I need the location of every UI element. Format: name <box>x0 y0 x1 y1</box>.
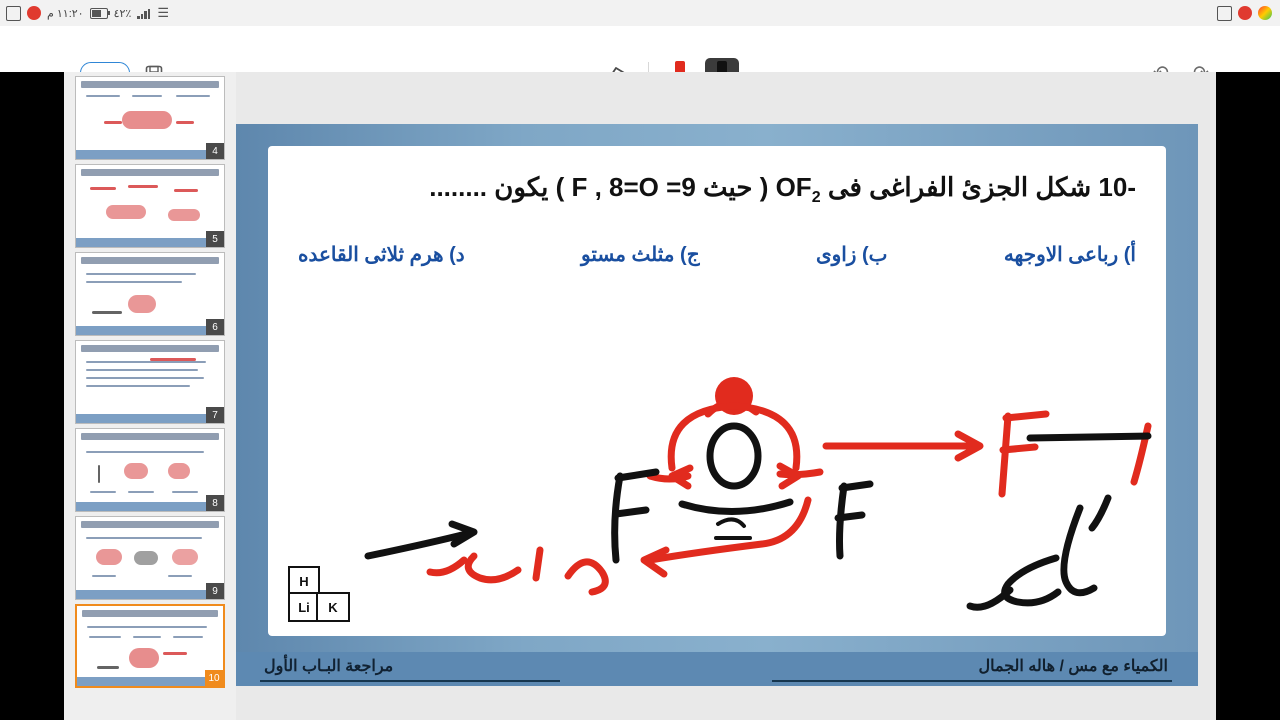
thumbnail-number: 10 <box>205 670 223 686</box>
slide-thumbnail-5[interactable] <box>75 164 225 248</box>
choice-d[interactable]: د) هرم ثلاثى القاعده <box>298 244 465 266</box>
periodic-keycaps <box>288 566 384 622</box>
status-bar <box>0 0 1280 26</box>
slide-thumbnail-4[interactable] <box>75 76 225 160</box>
question-text <box>298 172 1136 207</box>
slide-thumbnail-8[interactable] <box>75 428 225 512</box>
editor-body <box>0 72 1280 720</box>
question-subscript: 2 <box>811 189 821 207</box>
choice-b[interactable]: ب) زاوى <box>815 244 888 266</box>
thumbnail-number: 9 <box>206 583 224 599</box>
thumbnail-number: 7 <box>206 407 224 423</box>
choice-c[interactable]: ج) مثلث مستو <box>581 244 700 266</box>
footer-left-text: مراجعة البـاب الأول <box>264 658 394 675</box>
battery-icon <box>90 8 108 19</box>
status-bar-right <box>1217 6 1280 21</box>
dot-icon[interactable] <box>1238 6 1252 20</box>
slide-footer <box>236 652 1198 686</box>
ink-annotation-layer <box>268 146 1166 636</box>
slide-canvas-area[interactable] <box>236 72 1216 720</box>
question-tail: ( حيث 9= F , 8=O ) يكون ........ <box>429 172 776 202</box>
question-main: -10 شكل الجزئ الفراغى فى OF <box>775 172 1136 202</box>
status-bar-left <box>0 6 172 21</box>
screenshot-icon[interactable] <box>1217 6 1232 21</box>
status-time: ١١:٢٠ م <box>47 7 84 20</box>
slide-paper[interactable] <box>268 146 1166 636</box>
slide-thumbnail-7[interactable] <box>75 340 225 424</box>
thumbnail-number: 4 <box>206 143 224 159</box>
answer-choices <box>298 242 1136 267</box>
slide-thumbnail-10[interactable] <box>75 604 225 688</box>
choice-a[interactable]: أ) رباعى الاوجهه <box>1003 244 1136 266</box>
square-icon <box>6 6 21 21</box>
slide-thumbnail-9[interactable] <box>75 516 225 600</box>
keycap-li: Li <box>288 592 320 622</box>
current-slide[interactable] <box>236 124 1198 686</box>
wifi-icon: ☰ <box>157 5 169 20</box>
record-icon <box>27 6 41 20</box>
slide-thumbnail-6[interactable] <box>75 252 225 336</box>
editor-toolbar <box>0 26 1280 73</box>
thumbnail-number: 8 <box>206 495 224 511</box>
keycap-h: H <box>288 566 320 596</box>
keycap-k: K <box>316 592 350 622</box>
slide-thumbnail-sidebar[interactable] <box>64 72 236 720</box>
thumbnail-number: 5 <box>206 231 224 247</box>
thumbnail-number: 6 <box>206 319 224 335</box>
footer-right-text: الكمياء مع مس / هاله الجمال <box>978 658 1168 675</box>
battery-percent: ٤٢٪ <box>113 7 132 20</box>
multicolor-icon[interactable] <box>1258 6 1272 20</box>
signal-icon <box>137 8 151 19</box>
